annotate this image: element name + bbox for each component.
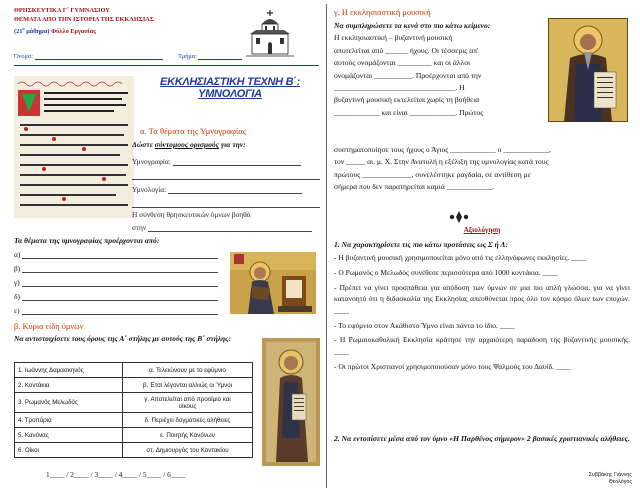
definition-composition-field[interactable] <box>148 222 312 232</box>
section-a-heading: α. Τα θέματα της Υμνογραφίας <box>140 126 247 136</box>
paragraph-line: ονομάζονται __________. Προέρχονται από την <box>334 70 482 80</box>
definition-composition-cont: στην <box>132 222 322 232</box>
themes-intro: Τα θέματα της υμνογραφίας προέρχονται από: <box>14 236 160 245</box>
definition-hymnography: Υμνογραφία: <box>132 156 322 166</box>
match-left: 3. Ρωμανός Μελωδός <box>15 393 123 413</box>
paragraph-line: αυτούς ονομάζονται _________ και οι άλλοι <box>334 58 471 68</box>
signature <box>560 472 632 486</box>
table-row <box>15 363 253 378</box>
main-title-line1: ΕΚΚΛΗΣΙΑΣΤΙΚΗ ΤΕΧΝΗ Β΄: <box>160 76 300 88</box>
definition-line-extra-2 <box>132 198 322 208</box>
header-rule <box>14 65 319 66</box>
question-1: 1. Να χαρακτηρίσετε τις πιο κάτω προτάσεις ως Σ ή Λ: <box>334 240 508 249</box>
match-right: δ. Περιέχει δογματικές αλήθειες <box>123 413 253 428</box>
section-a-instruction: Δώστε σύντομους ορισμούς για την: <box>132 140 246 149</box>
section-b-heading: β. Κύρια είδη ύμνων <box>14 322 84 331</box>
match-left: 5. Κανόνας <box>15 428 123 443</box>
paragraph-line: πρώτους _____________, συνελέστηκε ραγδαία, σε αντίθεση με <box>334 169 531 179</box>
list-item: ε) <box>14 305 218 319</box>
matching-answers[interactable]: 1____ / 2____ / 3____ / 4____ / 5____ / 6____ <box>46 470 186 479</box>
section-g-text <box>334 20 546 119</box>
match-right: α. Τελειώνουν με το εφύμνιο <box>123 363 253 378</box>
signature-name: Συββάκης Γιάννης <box>588 472 632 478</box>
themes-list <box>14 249 218 319</box>
manuscript-image <box>14 76 134 218</box>
paragraph-line: σήμερα που δεν παρατηρείται καμιά ____________. <box>334 182 495 192</box>
definition-hymnology-field-2[interactable] <box>132 198 320 208</box>
signature-role: Θεολόγος <box>608 479 632 485</box>
church-illustration-icon <box>244 8 296 58</box>
list-item: - Το εφύμνιο στον Ακάθιστο Ύμνο είναι πάντα το ίδιο. ____ <box>334 320 515 330</box>
theme-field[interactable] <box>22 305 218 315</box>
list-item: - Οι πρώτοι Χριστιανοί χρησιμοποιούσαν μόνο τους Ψαλμούς του Δαυίδ. ____ <box>334 361 571 371</box>
match-right: ε. Ποιητής Κανόνων <box>123 428 253 443</box>
definition-line-extra <box>132 170 322 180</box>
list-item: - Ο Ρωμανός ο Μελωδός συνέθεσε περισσότερα από 1000 κοντάκια. ____ <box>334 267 558 277</box>
table-row <box>15 428 253 443</box>
match-left: 4. Τροπάρια <box>15 413 123 428</box>
theme-field[interactable] <box>22 263 218 273</box>
list-item: - Πρέπει να γίνει προσπάθεια για απόδοση των ύμνων σε μια πιο απλή γλώσσα, για να γίνει κατανοητό ότι η διδασκαλία της Εκκλησίας απευθύνεται προς όλο τον κόσμο όλων των εποχών. ____ <box>334 282 630 315</box>
definition-composition: Η σύνθεση θρησκευτικών ύμνων βοηθά <box>132 210 251 219</box>
paragraph-line: συστηματοποίησε τους ήχους ο Άγιος ____________ ο ____________, <box>334 145 551 154</box>
saint-hymnographer-icon <box>548 18 628 122</box>
header-course: ΘΡΗΣΚΕΥΤΙΚΑ Γ΄ ΓΥΜΝΑΣΙΟΥ <box>14 7 110 14</box>
list-item: δ) <box>14 291 218 305</box>
main-title-line2: ΥΜΝΟΛΟΓΙΑ <box>198 88 262 100</box>
paragraph-line: Η εκκλησιαστική – βυζαντινή μουσική <box>334 33 453 43</box>
list-item: β) <box>14 263 218 277</box>
definition-hymnology: Υμνολογία: <box>132 184 322 194</box>
name-row <box>14 52 242 60</box>
table-row <box>15 378 253 393</box>
section-field[interactable] <box>198 52 242 60</box>
definition-hymnology-field[interactable] <box>168 184 302 194</box>
section-g-text-cont <box>334 144 630 194</box>
name-label: Όνομα: <box>14 53 33 60</box>
definition-hymnography-field-2[interactable] <box>132 170 320 180</box>
section-label: Τμήμα: <box>178 53 197 60</box>
section-b-instruction: Να αντιστοιχίσετε τους όρους της Α΄ στήλης με αυτούς της Β΄ στήλης: <box>14 334 231 343</box>
section-g-instruction: Να συμπληρώσετε τα κενά στο πιο κάτω κείμενο: <box>334 21 491 30</box>
table-row <box>15 393 253 413</box>
list-item: α) <box>14 249 218 263</box>
list-item: - Η βυζαντινή μουσική χρησιμοποιείται μόνο από τις ελληνόφωνες εκκλησίες. ____ <box>334 253 587 262</box>
list-item: - Η Ρωμαιοκαθολική Εκκλησία κράτησε την αρχαιότερη παράδοση της βυζαντινής μουσικής. ____ <box>334 335 630 356</box>
table-row <box>15 443 253 458</box>
paragraph-line: ________________________________. Η <box>334 83 465 93</box>
header-lesson: ($21^o$ μάθημα) Φύλλο Εργασίας <box>14 26 96 36</box>
main-title <box>140 76 320 100</box>
table-row <box>15 413 253 428</box>
section-g-heading: γ. Η εκκλησιαστική μουσική <box>334 8 431 17</box>
saint-standing-icon <box>262 338 320 466</box>
match-left: 2. Κοντάκια <box>15 378 123 393</box>
match-right: γ. Αποτελείται από προοίμιο και οίκους <box>123 393 253 413</box>
ornament-icon <box>448 210 470 224</box>
evaluation-heading: Αξιολόγηση <box>463 226 501 234</box>
theme-field[interactable] <box>22 277 218 287</box>
paragraph-line: τον _____ αι. μ. Χ. Στην Ανατολή η εξέλιξη της υμνολογίας κατά τους <box>334 157 549 167</box>
name-field[interactable] <box>35 52 163 60</box>
saint-writing-icon <box>230 252 316 314</box>
matching-table <box>14 362 253 458</box>
question-2: 2. Να εντοπίσετε μέσα από τον ύμνο «Η Παρθένος σήμερον» 2 βασικές χριστιανικές αλήθειες. <box>334 434 630 443</box>
column-divider <box>326 4 327 488</box>
list-item: γ) <box>14 277 218 291</box>
theme-field[interactable] <box>22 249 218 259</box>
match-left: 6. Οίκοι <box>15 443 123 458</box>
paragraph-line: αποτελείται από ______ ήχους. Οι τέσσερις απ' <box>334 45 479 55</box>
theme-field[interactable] <box>22 291 218 301</box>
paragraph-line: βυζαντινή μουσική εκτελείται χωρίς τη βοήθεια <box>334 95 480 105</box>
true-false-list <box>334 252 630 375</box>
match-right: στ. Δημιουργός του Κοντακίου <box>123 443 253 458</box>
definition-hymnography-field[interactable] <box>173 156 301 166</box>
match-right: β. Έτσι λέγονται αλλιώς οι Ύμνοι <box>123 378 253 393</box>
paragraph-line: ____________ και είναι ____________. Πρώτος <box>334 107 484 117</box>
match-left: 1. Ιωάννης Δαμασκηνός <box>15 363 123 378</box>
header-topic: ΘΕΜΑΤΑ ΑΠΟ ΤΗΝ ΙΣΤΟΡΙΑ ΤΗΣ ΕΚΚΛΗΣΙΑΣ <box>14 16 154 23</box>
worksheet-label: Φύλλο Εργασίας <box>50 28 96 36</box>
